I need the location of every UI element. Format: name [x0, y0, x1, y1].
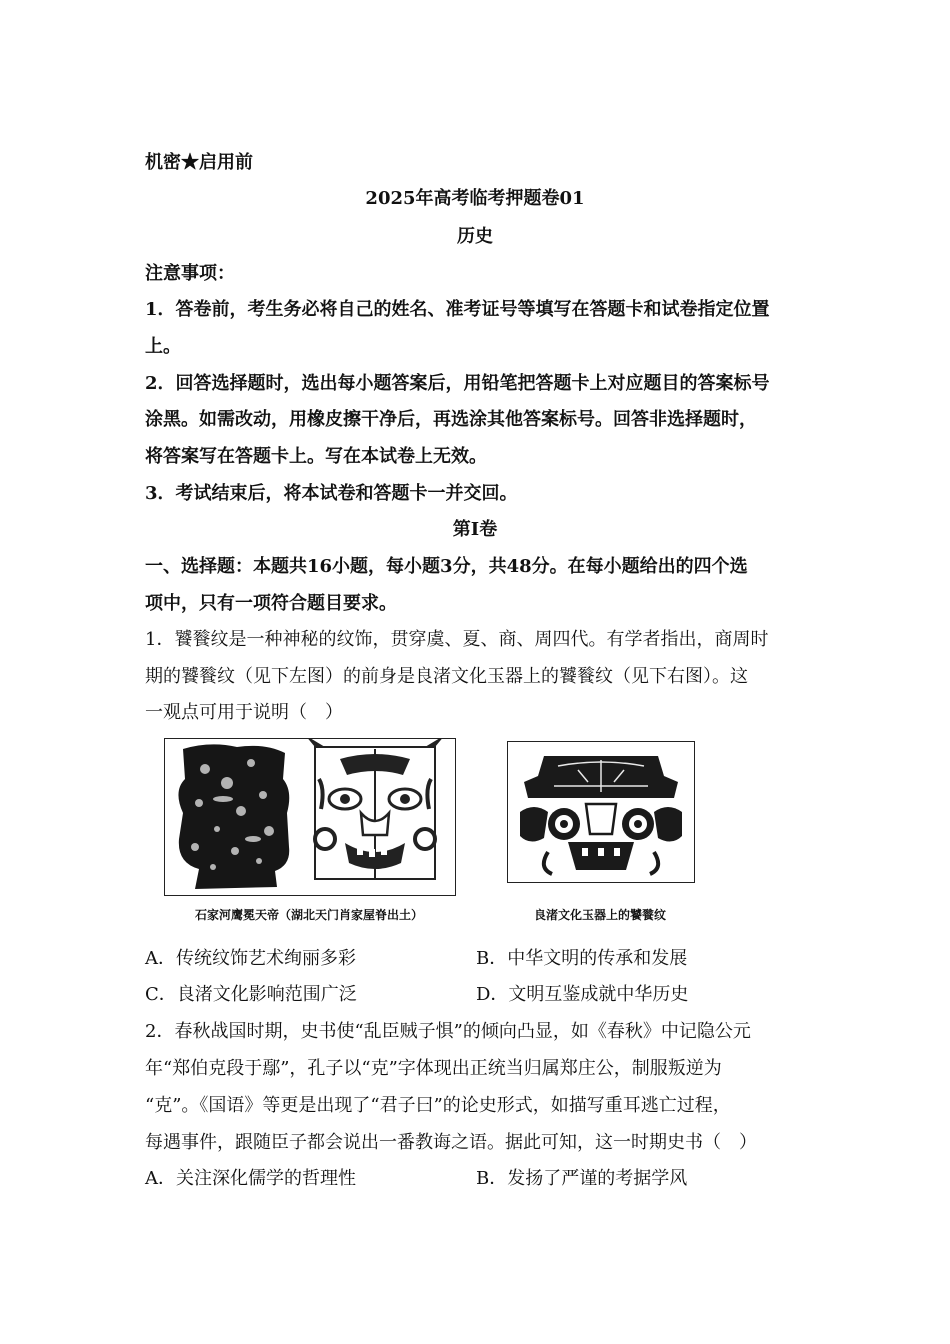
question-1-text: 1．饕餮纹是一种神秘的纹饰，贯穿虞、夏、商、周四代。有学者指出，商周时 [145, 629, 769, 650]
q1-option-c: C．良渚文化影响范围广泛 [145, 984, 357, 1005]
subject-title: 历史 [457, 226, 493, 247]
q1-option-a: A．传统纹饰艺术绚丽多彩 [145, 948, 356, 969]
figure-right-image [507, 741, 695, 883]
question-2-text: 年“郑伯克段于鄢”，孔子以“克”字体现出正统当归属郑庄公，制服叛逆为 [145, 1058, 722, 1079]
figure-left-image [164, 738, 456, 896]
volume-title: 第Ⅰ卷 [452, 519, 498, 540]
q2-option-b: B．发扬了严谨的考据学风 [476, 1168, 688, 1189]
question-1-text: 期的饕餮纹（见下左图）的前身是良渚文化玉器上的饕餮纹（见下右图）。这 [145, 666, 748, 687]
q1-option-b: B．中华文明的传承和发展 [476, 948, 688, 969]
bronze-mask-illustration [165, 739, 455, 895]
notice-line: 上。 [145, 336, 181, 357]
question-2-text: “克”。《国语》等更是出现了“君子曰”的论史形式，如描写重耳逃亡过程， [145, 1095, 731, 1116]
notice-line: 涂黑。如需改动，用橡皮擦干净后，再选涂其他答案标号。回答非选择题时， [145, 409, 757, 430]
figure-right-caption: 良渚文化玉器上的饕餮纹 [533, 908, 666, 922]
confidential-label: 机密★启用前 [145, 152, 253, 173]
q2-option-a: A．关注深化儒学的哲理性 [145, 1168, 356, 1189]
section-instruction: 一、选择题：本题共16小题，每小题3分，共48分。在每小题给出的四个选 [145, 556, 748, 577]
exam-title: 2025年高考临考押题卷01 [365, 188, 585, 209]
question-1-text: 一观点可用于说明（ ） [145, 702, 343, 723]
figure-left-caption: 石家河鹰冕天帝（湖北天门肖家屋脊出土） [194, 908, 423, 922]
notice-line: 2．回答选择题时，选出每小题答案后，用铅笔把答题卡上对应题目的答案标号 [145, 373, 770, 394]
notice-line: 3．考试结束后，将本试卷和答题卡一并交回。 [145, 483, 518, 504]
liangzhu-taotie-illustration [508, 742, 694, 882]
question-2-text: 2．春秋战国时期，史书使“乱臣贼子惧”的倾向凸显，如《春秋》中记隐公元 [145, 1021, 751, 1042]
notice-line: 将答案写在答题卡上。写在本试卷上无效。 [145, 446, 487, 467]
notice-heading: 注意事项： [145, 263, 235, 284]
question-2-text: 每遇事件，跟随臣子都会说出一番教诲之语。据此可知，这一时期史书（ ） [145, 1132, 757, 1153]
section-instruction: 项中，只有一项符合题目要求。 [145, 593, 397, 614]
q1-option-d: D．文明互鉴成就中华历史 [476, 984, 689, 1005]
notice-line: 1．答卷前，考生务必将自己的姓名、准考证号等填写在答题卡和试卷指定位置 [145, 299, 770, 320]
